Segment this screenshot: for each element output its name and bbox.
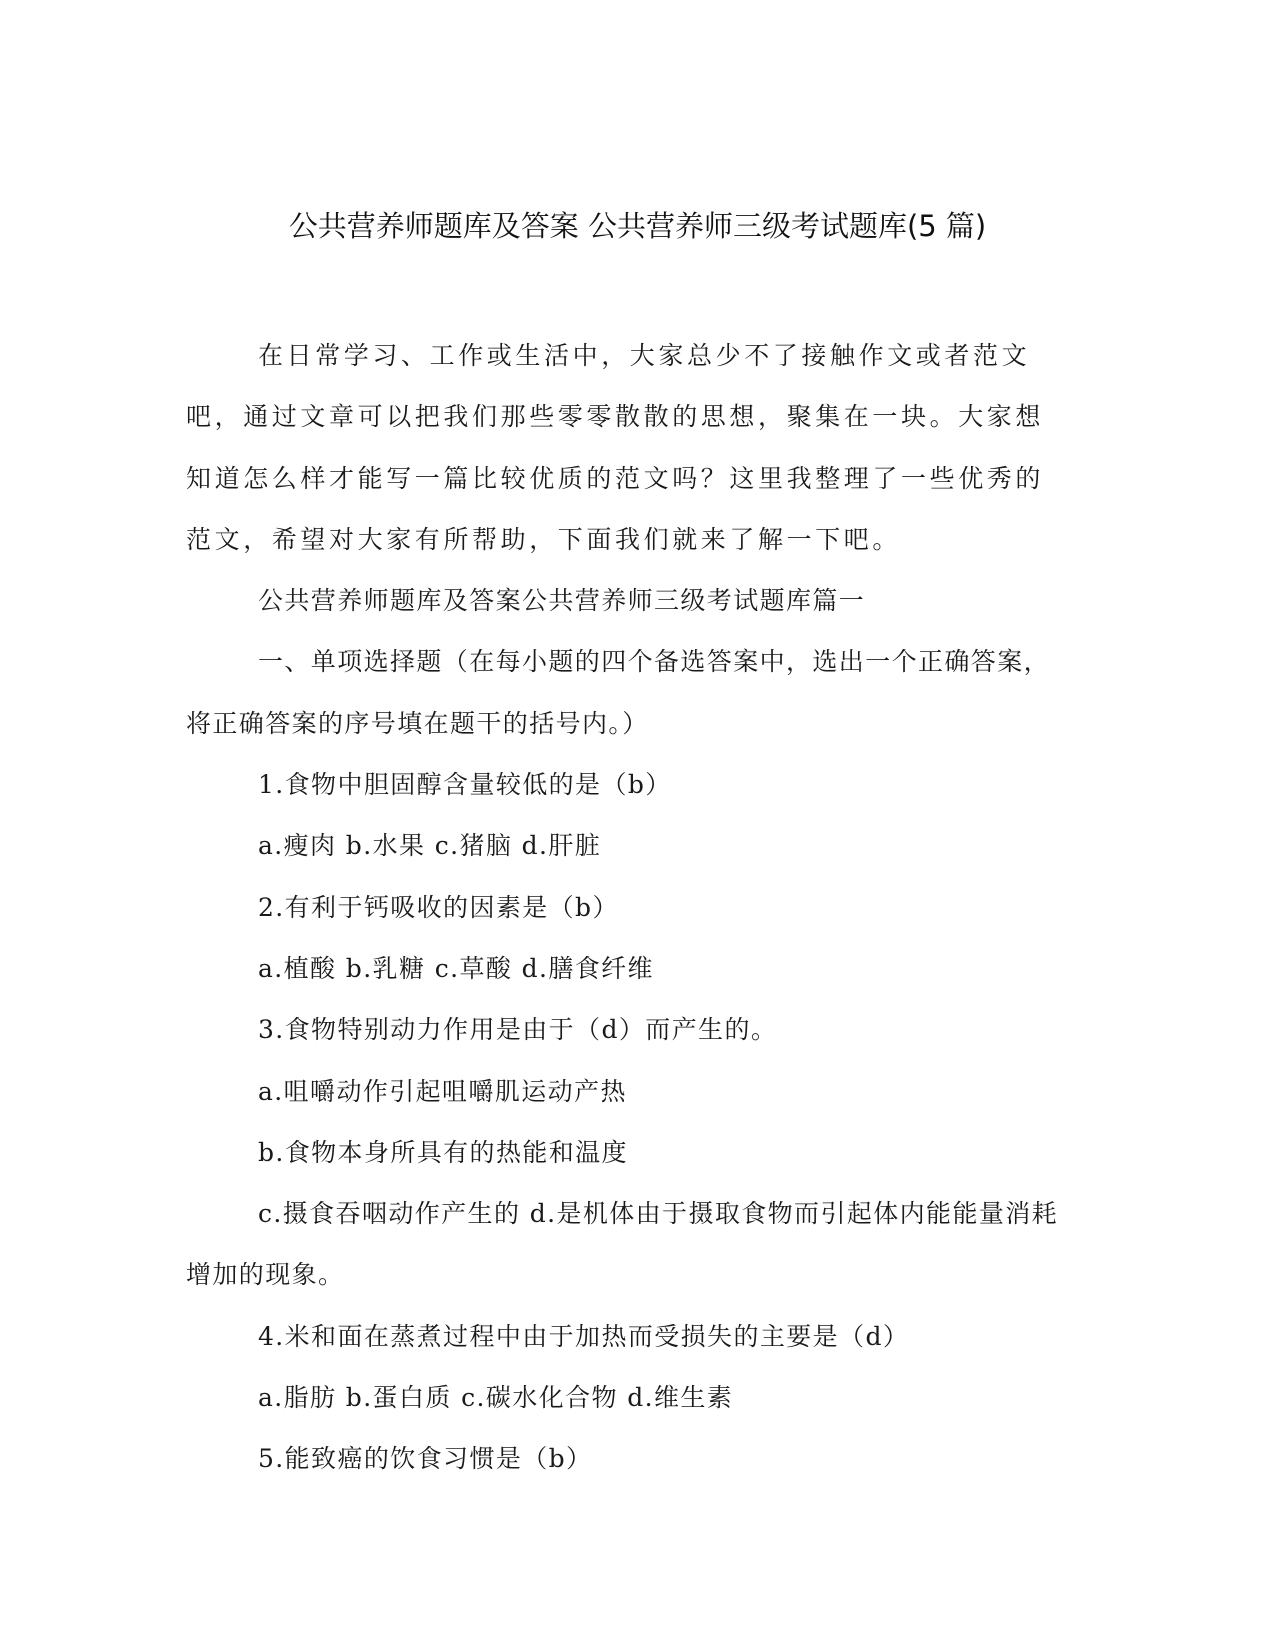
- question-2-options: a.植酸 b.乳糖 c.草酸 d.膳食纤维: [258, 953, 654, 983]
- question-5: 5.能致癌的饮食习惯是（b）: [258, 1444, 593, 1474]
- intro-paragraph: 在日常学习、工作或生活中，大家总少不了接触作文或者范文吧，通过文章可以把我们那些零零散散的思想，聚集在一块。大家想知道怎么样才能写一篇比较优质的范文吗？这里我整理了一些优秀的范文，希望对大家有所帮助，下面我们就来了解一下吧。: [186, 341, 1045, 554]
- question-1-options: a.瘦肉 b.水果 c.猪脑 d.肝脏: [258, 831, 602, 861]
- question-3-option-cd: c.摄食吞咽动作产生的 d.是机体由于摄取食物而引起体内能能量消耗增加的现象。: [186, 1199, 1059, 1290]
- question-3-option-a: a.咀嚼动作引起咀嚼肌运动产热: [258, 1076, 627, 1106]
- document-title: 公共营养师题库及答案 公共营养师三级考试题库(5 篇): [288, 209, 987, 243]
- question-1: 1.食物中胆固醇含量较低的是（b）: [258, 770, 672, 800]
- document-body: [186, 325, 1066, 1490]
- section-heading: 公共营养师题库及答案公共营养师三级考试题库篇一: [258, 586, 866, 616]
- question-4: 4.米和面在蒸煮过程中由于加热而受损失的主要是（d）: [258, 1321, 910, 1351]
- question-3-option-b: b.食物本身所具有的热能和温度: [258, 1137, 628, 1167]
- question-3: 3.食物特别动力作用是由于（d）而产生的。: [258, 1015, 778, 1045]
- question-2: 2.有利于钙吸收的因素是（b）: [258, 892, 619, 922]
- part-heading: 一、单项选择题（在每小题的四个备选答案中，选出一个正确答案，将正确答案的序号填在题干的括号内。）: [186, 647, 1051, 738]
- question-4-options: a.脂肪 b.蛋白质 c.碳水化合物 d.维生素: [258, 1383, 734, 1413]
